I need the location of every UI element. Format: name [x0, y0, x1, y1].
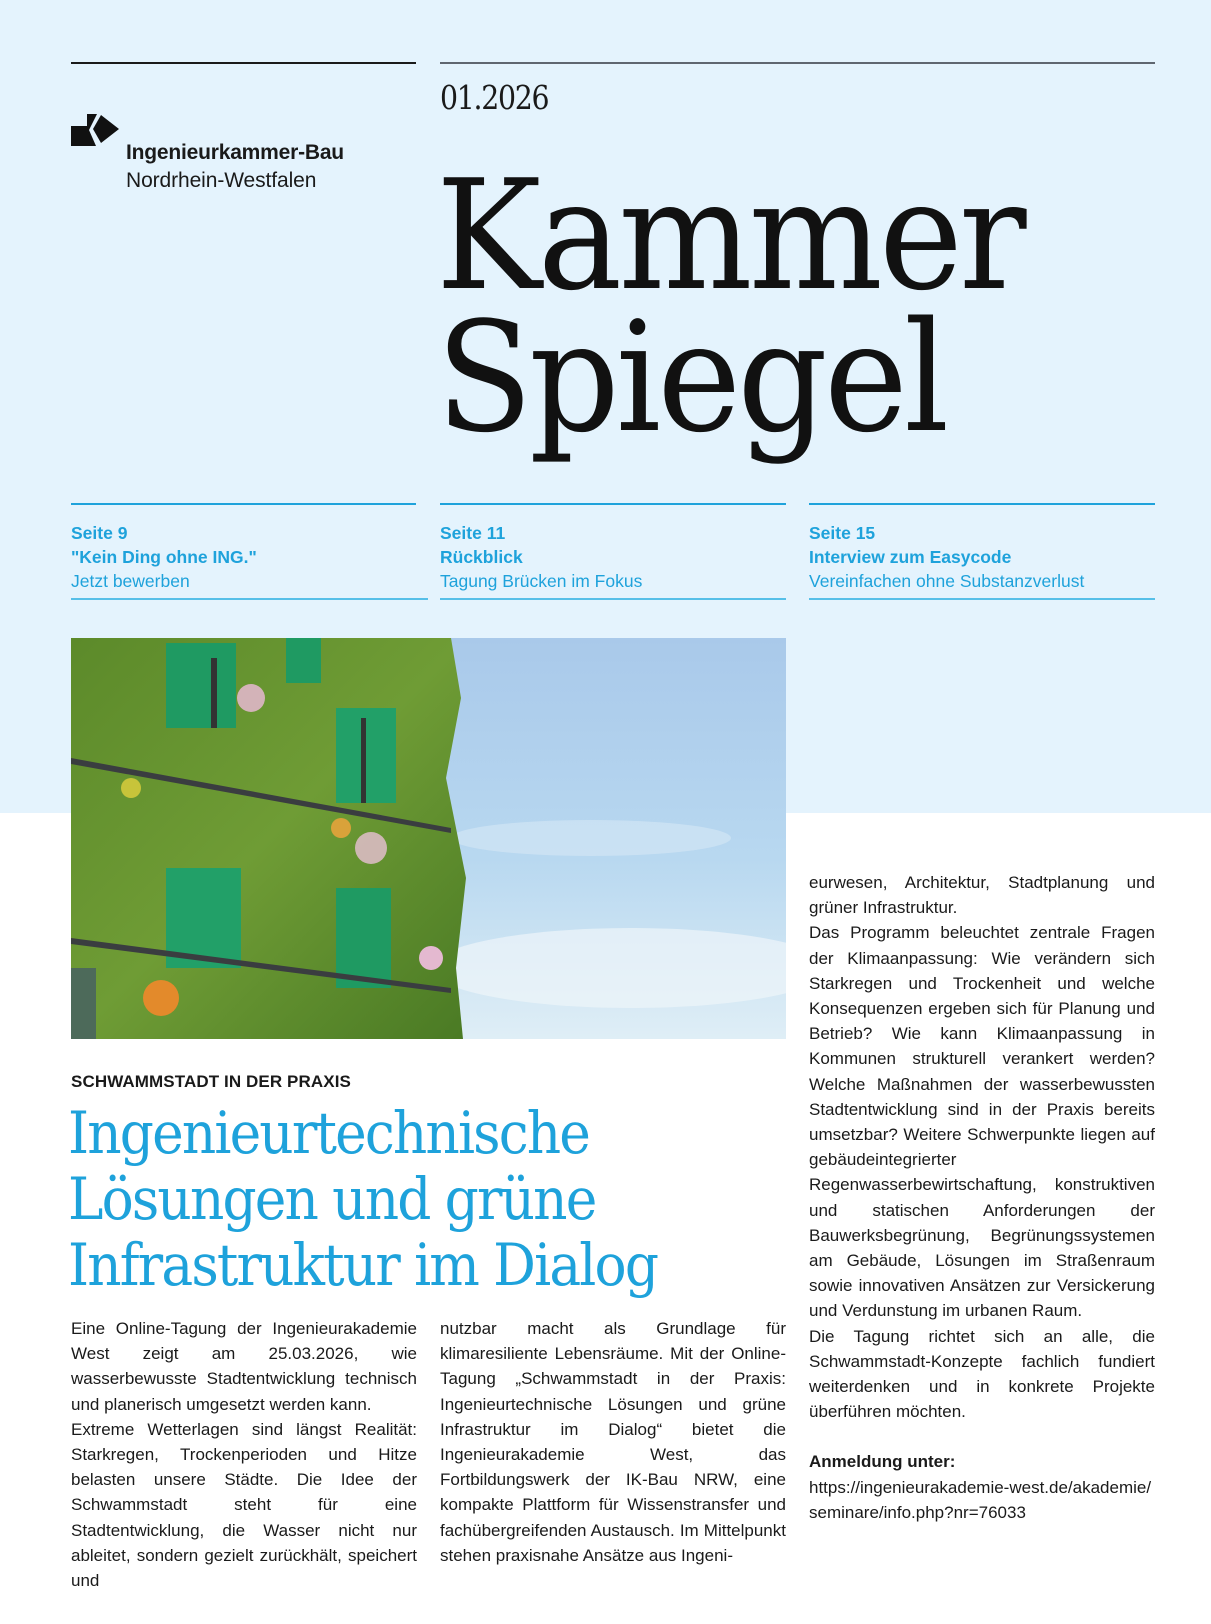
green-facade-image-icon: [71, 638, 786, 1039]
teaser-page: Seite 9: [71, 523, 128, 543]
article-column-3: [809, 870, 1155, 1525]
registration-link[interactable]: https://ingenieurakademie-west.de/akademie/seminare/info.php?nr=76033: [809, 1477, 1152, 1522]
masthead-line1: Kammer: [436, 147, 1023, 324]
article-paragraph: Das Programm beleuchtet zentrale Fragen der Klimaanpassung: Wie verändern sich Starkregen und Trockenheit und welche Konsequenzen ergeben sich für Planung und Betrieb? Wie kann Klimaanpassung in Kommunen strukturell verankert werden? Welche Maßnahmen der wasserbewussten Stadtentwicklung sind in der Praxis bereits umsetzbar? Weitere Schwerpunkte liegen auf gebäudeintegrierter Regenwasserbewirtschaftung, konstruktiven und statischen Anforderungen der Bauwerksbegrünung, Begrünungssystemen am Gebäude, Lösungen im Straßenraum sowie innovativen Ansätzen zur Versickerung und Verdunstung im urbanen Raum.: [809, 923, 1155, 1321]
article-headline: [68, 1100, 657, 1298]
teaser-rule-top-1: [71, 503, 416, 505]
green-facade-photo: [71, 638, 786, 1039]
registration-label: Anmeldung unter:: [809, 1452, 956, 1472]
article-column-2: [440, 1316, 786, 1568]
teaser-seite-11[interactable]: [440, 521, 786, 593]
article-paragraph: Extreme Wetterlagen sind längst Realität: Starkregen, Trockenperioden und Hitze belasten unsere Städte. Die Idee der Schwammstadt steht für eine Stadtentwicklung, die Wasser nicht nur ableitet, sondern gezielt zurückhält, speichert und: [71, 1419, 417, 1591]
teaser-title: Interview zum Easycode: [809, 547, 1012, 567]
teaser-rule-bottom-3: [809, 598, 1155, 600]
article-paragraph: nutzbar macht als Grundlage für klimaresiliente Lebensräume. Mit der Online-Tagung „Schwammstadt in der Praxis: Ingenieurtechnische Lösungen und grüne Infrastruktur im Dialog“ bietet die Ingenieurakademie West, das Fortbildungswerk der IK-Bau NRW, eine kompakte Plattform für Wissenstransfer und fachübergreifenden Austausch. Im Mittelpunkt stehen praxisnahe Ansätze aus Ingeni-: [440, 1319, 786, 1565]
headline-line-2: Lösungen und grüne: [68, 1165, 596, 1233]
teaser-title: Rückblick: [440, 547, 523, 567]
article-paragraph: eurwesen, Architektur, Stadtplanung und grüner Infrastruktur.: [809, 873, 1155, 918]
masthead-line2: Spiegel: [436, 289, 946, 466]
organization-name: Ingenieurkammer-Bau: [126, 141, 344, 164]
header-rule-left: [71, 62, 416, 64]
teaser-rule-top-3: [809, 503, 1155, 505]
teaser-page: Seite 15: [809, 523, 876, 543]
article-kicker: SCHWAMMSTADT IN DER PRAXIS: [71, 1072, 351, 1091]
teaser-rule-bottom-2: [440, 598, 786, 600]
teaser-page: Seite 11: [440, 523, 506, 543]
teaser-rule-top-2: [440, 503, 786, 505]
article-paragraph: Die Tagung richtet sich an alle, die Schwammstadt-Konzepte fachlich fundiert weiterdenken und in konkrete Projekte überführen möchten.: [809, 1326, 1155, 1422]
teaser-seite-15[interactable]: [809, 521, 1155, 593]
teaser-subtitle: Tagung Brücken im Fokus: [440, 571, 643, 591]
teaser-subtitle: Vereinfachen ohne Substanzverlust: [809, 571, 1085, 591]
headline-line-3: Infrastruktur im Dialog: [68, 1231, 658, 1299]
article-column-1: [71, 1316, 417, 1593]
article-paragraph: Eine Online-Tagung der Ingenieurakademie West zeigt am 25.03.2026, wie wasserbewusste Stadtentwicklung technisch und planerisch umgesetzt werden kann.: [71, 1319, 417, 1414]
teaser-subtitle: Jetzt bewerben: [71, 571, 190, 591]
paragraph-gap: [809, 1424, 1155, 1449]
organization-region: Nordrhein-Westfalen: [126, 169, 317, 192]
issue-number: 01.2026: [440, 78, 549, 117]
teaser-seite-9[interactable]: [71, 521, 417, 593]
header-rule-right: [440, 62, 1155, 64]
teaser-rule-bottom-1: [71, 598, 428, 600]
headline-line-1: Ingenieurtechnische: [68, 1099, 590, 1167]
teaser-title: "Kein Ding ohne ING.": [71, 547, 257, 567]
ingenieurkammer-logo-icon: [71, 112, 123, 148]
